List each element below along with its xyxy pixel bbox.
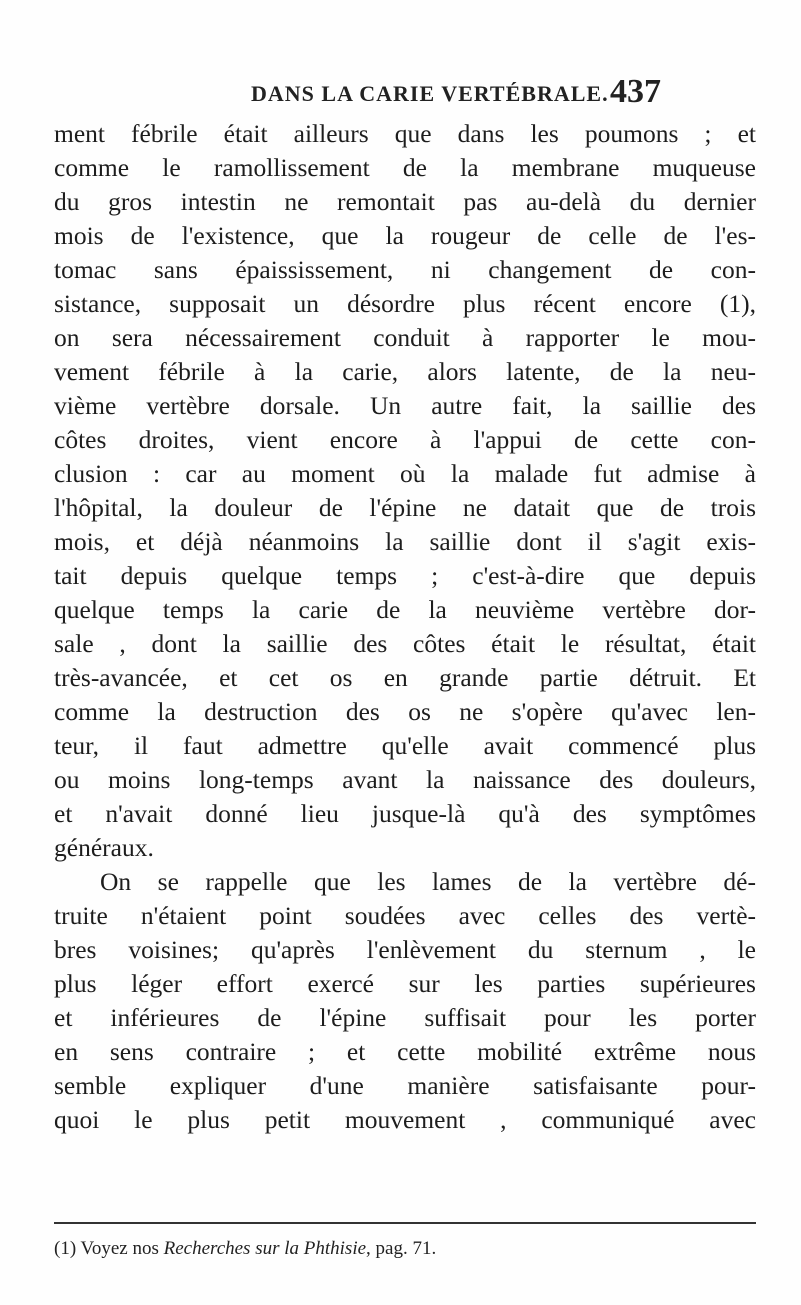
footnote-divider	[54, 1222, 756, 1224]
text-line: vième vertèbre dorsale. Un autre fait, la saillie des	[54, 391, 756, 420]
footnote-cited-title: Recherches sur la Phthisie	[163, 1238, 367, 1259]
text-line: on sera nécessairement conduit à rapporter le mou-	[54, 323, 756, 352]
page-number: 437	[610, 73, 661, 110]
text-line: sale , dont la saillie des côtes était le résultat, était	[54, 629, 756, 658]
running-head	[0, 73, 801, 117]
text-line: très-avancée, et cet os en grande partie détruit. Et	[54, 663, 756, 692]
text-line: bres voisines; qu'après l'enlèvement du sternum , le	[54, 935, 756, 964]
text-line: sistance, supposait un désordre plus récent encore (1),	[54, 289, 756, 318]
text-line: et inférieures de l'épine suffisait pour les porter	[54, 1003, 756, 1032]
text-line: généraux.	[54, 833, 154, 862]
footnote-prefix: (1) Voyez nos	[54, 1238, 164, 1259]
text-line: quoi le plus petit mouvement , communiqué avec	[54, 1105, 756, 1134]
footnote	[54, 1236, 436, 1262]
text-line: comme la destruction des os ne s'opère qu'avec len-	[54, 697, 756, 726]
text-line: en sens contraire ; et cette mobilité extrême nous	[54, 1037, 756, 1066]
text-line: mois de l'existence, que la rougeur de celle de l'es-	[54, 221, 756, 250]
text-line: quelque temps la carie de la neuvième vertèbre dor-	[54, 595, 756, 624]
text-line: truite n'étaient point soudées avec celles des vertè-	[54, 901, 756, 930]
text-line: semble expliquer d'une manière satisfaisante pour-	[54, 1071, 756, 1100]
text-line: ment fébrile était ailleurs que dans les poumons ; et	[54, 119, 756, 148]
text-line: et n'avait donné lieu jusque-là qu'à des symptômes	[54, 799, 756, 828]
text-line: comme le ramollissement de la membrane muqueuse	[54, 153, 756, 182]
footnote-suffix: , pag. 71.	[366, 1238, 437, 1259]
text-line: tait depuis quelque temps ; c'est-à-dire que depuis	[54, 561, 756, 590]
running-title: DANS LA CARIE VERTÉBRALE.	[251, 81, 609, 106]
text-line: l'hôpital, la douleur de l'épine ne datait que de trois	[54, 493, 756, 522]
text-line: mois, et déjà néanmoins la saillie dont il s'agit exis-	[54, 527, 756, 556]
text-line: On se rappelle que les lames de la vertèbre dé-	[100, 867, 756, 896]
text-line: vement fébrile à la carie, alors latente, de la neu-	[54, 357, 756, 386]
text-line: côtes droites, vient encore à l'appui de cette con-	[54, 425, 756, 454]
text-line: du gros intestin ne remontait pas au-delà du dernier	[54, 187, 756, 216]
text-line: ou moins long-temps avant la naissance des douleurs,	[54, 765, 756, 794]
text-line: tomac sans épaississement, ni changement de con-	[54, 255, 756, 284]
text-line: teur, il faut admettre qu'elle avait commencé plus	[54, 731, 756, 760]
text-line: plus léger effort exercé sur les parties supérieures	[54, 969, 756, 998]
text-line: clusion : car au moment où la malade fut admise à	[54, 459, 756, 488]
